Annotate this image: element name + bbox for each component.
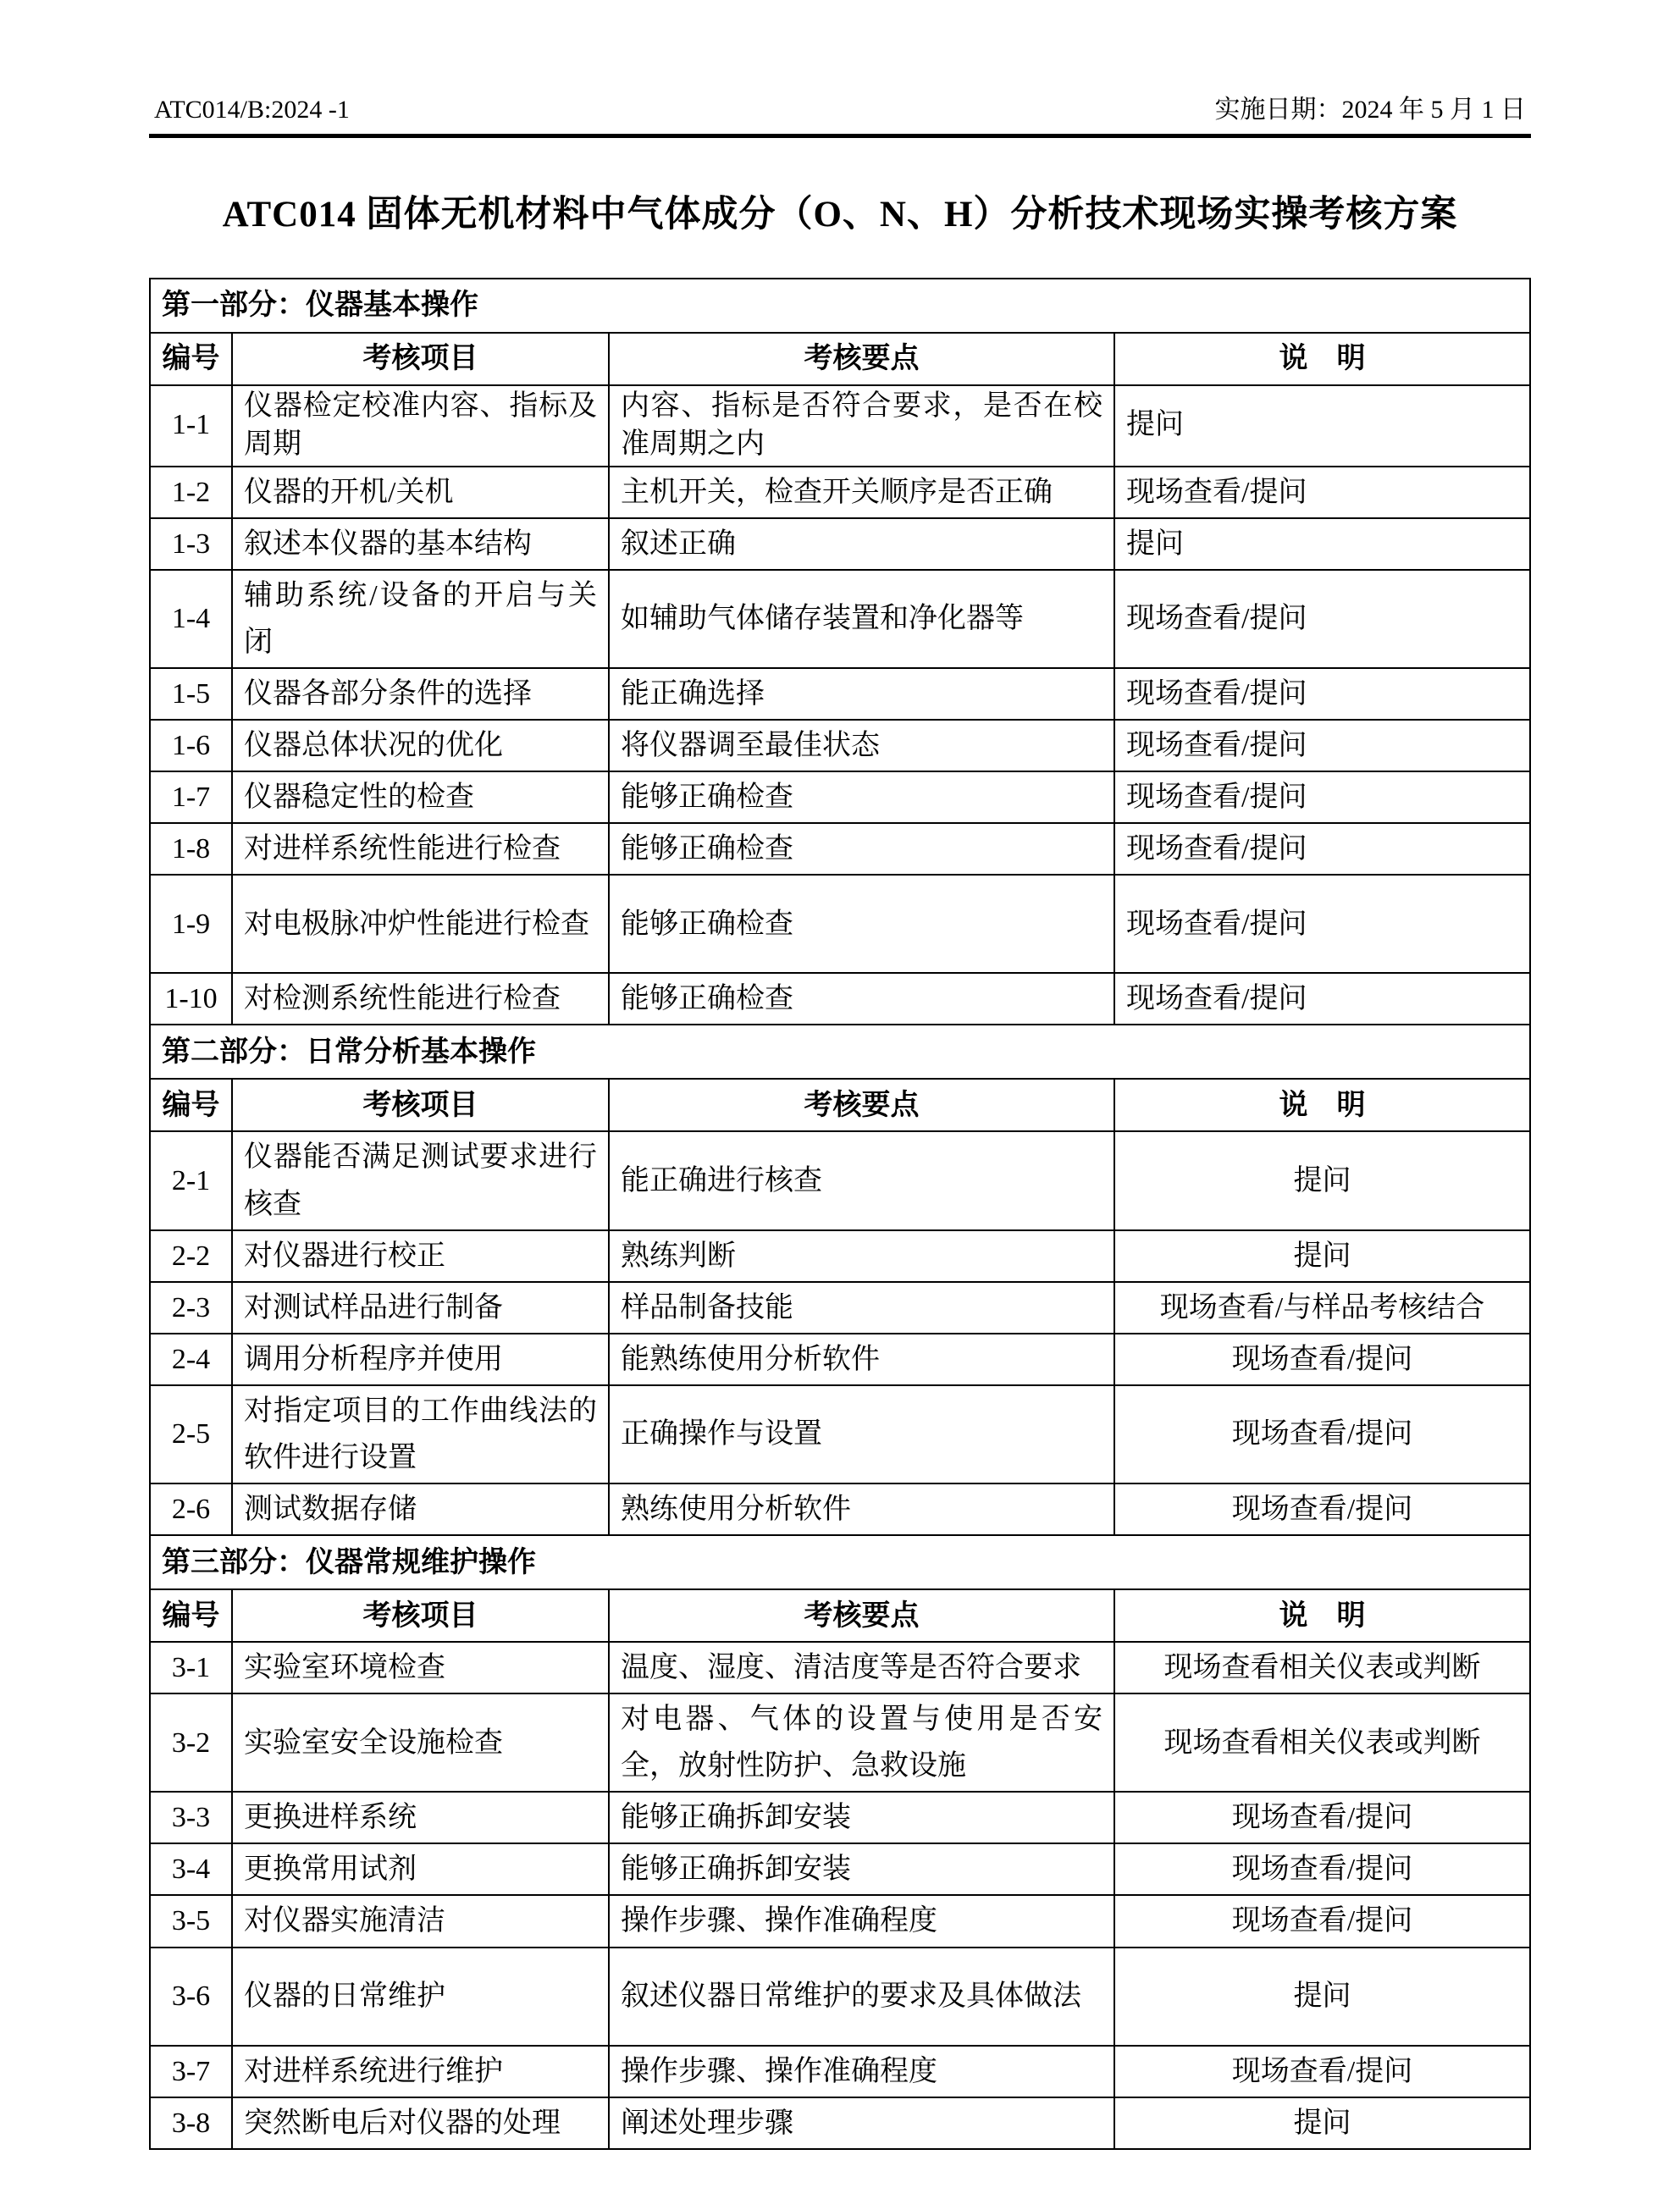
row-id: 1-10	[150, 973, 232, 1025]
table-row	[150, 385, 1530, 467]
assessment-table	[149, 278, 1531, 2150]
column-header: 说 明	[1114, 1589, 1530, 1642]
item-cell: 对检测系统性能进行检查	[232, 973, 609, 1025]
column-header: 编号	[150, 333, 232, 385]
points-cell: 样品制备技能	[609, 1282, 1114, 1334]
table-row	[150, 668, 1530, 720]
note-cell: 提问	[1114, 385, 1530, 467]
row-id: 3-6	[150, 1948, 232, 2046]
row-id: 3-8	[150, 2097, 232, 2149]
item-cell: 仪器的开机/关机	[232, 467, 609, 518]
column-header: 考核要点	[609, 1079, 1114, 1131]
section-title: 第二部分：日常分析基本操作	[150, 1025, 1530, 1079]
table-row	[150, 1948, 1530, 2046]
table-row	[150, 518, 1530, 570]
points-cell: 温度、湿度、清洁度等是否符合要求	[609, 1642, 1114, 1693]
item-cell: 仪器的日常维护	[232, 1948, 609, 2046]
note-cell: 现场查看/提问	[1114, 570, 1530, 668]
column-header-row	[150, 333, 1530, 385]
note-cell: 现场查看/提问	[1114, 1483, 1530, 1535]
table-row	[150, 771, 1530, 823]
table-row	[150, 1693, 1530, 1792]
points-cell: 叙述正确	[609, 518, 1114, 570]
note-cell: 提问	[1114, 1131, 1530, 1229]
table-row	[150, 467, 1530, 518]
row-id: 1-3	[150, 518, 232, 570]
points-cell: 能够正确检查	[609, 973, 1114, 1025]
row-id: 1-4	[150, 570, 232, 668]
table-row	[150, 1131, 1530, 1229]
table-row	[150, 1282, 1530, 1334]
points-cell: 叙述仪器日常维护的要求及具体做法	[609, 1948, 1114, 2046]
column-header-row	[150, 1589, 1530, 1642]
points-cell: 能够正确检查	[609, 823, 1114, 875]
note-cell: 现场查看/提问	[1114, 1334, 1530, 1385]
points-cell: 能熟练使用分析软件	[609, 1334, 1114, 1385]
page-header	[149, 0, 1531, 125]
points-cell: 如辅助气体储存装置和净化器等	[609, 570, 1114, 668]
note-cell: 现场查看相关仪表或判断	[1114, 1693, 1530, 1792]
row-id: 2-3	[150, 1282, 232, 1334]
points-cell: 将仪器调至最佳状态	[609, 720, 1114, 771]
item-cell: 对测试样品进行制备	[232, 1282, 609, 1334]
points-cell: 熟练使用分析软件	[609, 1483, 1114, 1535]
section-header-row	[150, 1535, 1530, 1589]
points-cell: 阐述处理步骤	[609, 2097, 1114, 2149]
note-cell: 现场查看/提问	[1114, 467, 1530, 518]
column-header: 考核要点	[609, 333, 1114, 385]
column-header: 说 明	[1114, 333, 1530, 385]
row-id: 2-5	[150, 1385, 232, 1483]
table-row	[150, 1334, 1530, 1385]
column-header: 考核项目	[232, 1589, 609, 1642]
note-cell: 现场查看/提问	[1114, 875, 1530, 973]
points-cell: 能正确选择	[609, 668, 1114, 720]
points-cell: 能够正确拆卸安装	[609, 1792, 1114, 1843]
item-cell: 仪器各部分条件的选择	[232, 668, 609, 720]
points-cell: 能够正确检查	[609, 875, 1114, 973]
table-row	[150, 1230, 1530, 1282]
item-cell: 对仪器进行校正	[232, 1230, 609, 1282]
note-cell: 现场查看相关仪表或判断	[1114, 1642, 1530, 1693]
table-row	[150, 1642, 1530, 1693]
row-id: 3-7	[150, 2046, 232, 2097]
row-id: 3-5	[150, 1895, 232, 1947]
points-cell: 内容、指标是否符合要求，是否在校准周期之内	[609, 385, 1114, 467]
item-cell: 突然断电后对仪器的处理	[232, 2097, 609, 2149]
table-row	[150, 1895, 1530, 1947]
section-title: 第三部分：仪器常规维护操作	[150, 1535, 1530, 1589]
note-cell: 现场查看/提问	[1114, 771, 1530, 823]
row-id: 2-6	[150, 1483, 232, 1535]
section-header-row	[150, 279, 1530, 333]
table-row	[150, 1792, 1530, 1843]
note-cell: 现场查看/提问	[1114, 1385, 1530, 1483]
doc-title: ATC014 固体无机材料中气体成分（O、N、H）分析技术现场实操考核方案	[222, 195, 1458, 235]
table-row	[150, 1385, 1530, 1483]
table-row	[150, 2097, 1530, 2149]
points-cell: 能够正确拆卸安装	[609, 1843, 1114, 1895]
table-row	[150, 1843, 1530, 1895]
row-id: 1-8	[150, 823, 232, 875]
row-id: 3-3	[150, 1792, 232, 1843]
points-cell: 主机开关，检查开关顺序是否正确	[609, 467, 1114, 518]
table-row	[150, 973, 1530, 1025]
note-cell: 现场查看/提问	[1114, 1792, 1530, 1843]
points-cell: 能正确进行核查	[609, 1131, 1114, 1229]
points-cell: 能够正确检查	[609, 771, 1114, 823]
note-cell: 提问	[1114, 518, 1530, 570]
row-id: 3-1	[150, 1642, 232, 1693]
item-cell: 实验室安全设施检查	[232, 1693, 609, 1792]
doc-code: ATC014/B:2024 -1	[154, 96, 350, 124]
note-cell: 提问	[1114, 1230, 1530, 1282]
column-header: 考核要点	[609, 1589, 1114, 1642]
note-cell: 现场查看/提问	[1114, 668, 1530, 720]
row-id: 2-2	[150, 1230, 232, 1282]
note-cell: 提问	[1114, 1948, 1530, 2046]
item-cell: 对指定项目的工作曲线法的软件进行设置	[232, 1385, 609, 1483]
row-id: 3-2	[150, 1693, 232, 1792]
item-cell: 更换进样系统	[232, 1792, 609, 1843]
item-cell: 仪器检定校准内容、指标及周期	[232, 385, 609, 467]
table-row	[150, 875, 1530, 973]
item-cell: 对进样系统进行维护	[232, 2046, 609, 2097]
item-cell: 仪器稳定性的检查	[232, 771, 609, 823]
page-content	[149, 0, 1531, 237]
row-id: 1-5	[150, 668, 232, 720]
column-header: 编号	[150, 1589, 232, 1642]
header-rule	[149, 134, 1531, 138]
points-cell: 操作步骤、操作准确程度	[609, 2046, 1114, 2097]
table-row	[150, 823, 1530, 875]
row-id: 1-2	[150, 467, 232, 518]
row-id: 2-4	[150, 1334, 232, 1385]
points-cell: 对电器、气体的设置与使用是否安全，放射性防护、急救设施	[609, 1693, 1114, 1792]
column-header-row	[150, 1079, 1530, 1131]
row-id: 1-7	[150, 771, 232, 823]
row-id: 1-9	[150, 875, 232, 973]
item-cell: 对仪器实施清洁	[232, 1895, 609, 1947]
note-cell: 现场查看/提问	[1114, 823, 1530, 875]
section-header-row	[150, 1025, 1530, 1079]
item-cell: 辅助系统/设备的开启与关闭	[232, 570, 609, 668]
note-cell: 提问	[1114, 2097, 1530, 2149]
item-cell: 更换常用试剂	[232, 1843, 609, 1895]
item-cell: 调用分析程序并使用	[232, 1334, 609, 1385]
column-header: 编号	[150, 1079, 232, 1131]
note-cell: 现场查看/提问	[1114, 1895, 1530, 1947]
table-row	[150, 720, 1530, 771]
note-cell: 现场查看/提问	[1114, 1843, 1530, 1895]
points-cell: 正确操作与设置	[609, 1385, 1114, 1483]
item-cell: 仪器能否满足测试要求进行核查	[232, 1131, 609, 1229]
note-cell: 现场查看/与样品考核结合	[1114, 1282, 1530, 1334]
note-cell: 现场查看/提问	[1114, 973, 1530, 1025]
note-cell: 现场查看/提问	[1114, 720, 1530, 771]
column-header: 考核项目	[232, 333, 609, 385]
table-row	[150, 2046, 1530, 2097]
column-header: 说 明	[1114, 1079, 1530, 1131]
item-cell: 测试数据存储	[232, 1483, 609, 1535]
row-id: 3-4	[150, 1843, 232, 1895]
note-cell: 现场查看/提问	[1114, 2046, 1530, 2097]
row-id: 1-1	[150, 385, 232, 467]
item-cell: 实验室环境检查	[232, 1642, 609, 1693]
row-id: 1-6	[150, 720, 232, 771]
implementation-date: 实施日期：2024 年 5 月 1 日	[1214, 96, 1526, 124]
item-cell: 对进样系统性能进行检查	[232, 823, 609, 875]
section-title: 第一部分：仪器基本操作	[150, 279, 1530, 333]
column-header: 考核项目	[232, 1079, 609, 1131]
item-cell: 仪器总体状况的优化	[232, 720, 609, 771]
table-row	[150, 570, 1530, 668]
item-cell: 对电极脉冲炉性能进行检查	[232, 875, 609, 973]
points-cell: 操作步骤、操作准确程度	[609, 1895, 1114, 1947]
points-cell: 熟练判断	[609, 1230, 1114, 1282]
row-id: 2-1	[150, 1131, 232, 1229]
table-row	[150, 1483, 1530, 1535]
item-cell: 叙述本仪器的基本结构	[232, 518, 609, 570]
